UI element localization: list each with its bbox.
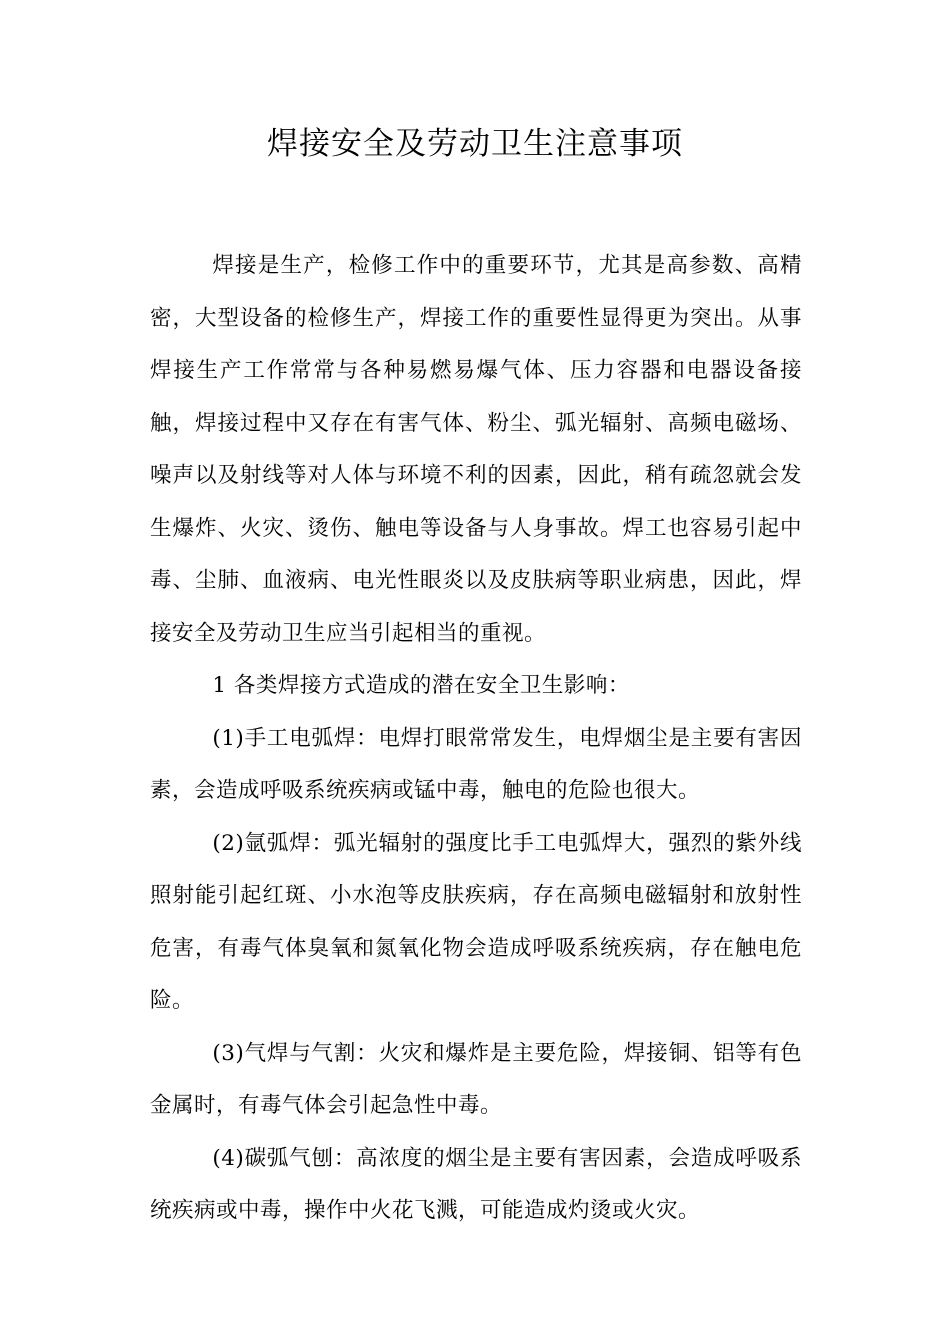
section-heading: 1 各类焊接方式造成的潜在安全卫生影响： <box>212 673 630 698</box>
list-item-manual-arc-welding: (1)手工电弧焊：电焊打眼常常发生，电焊烟尘是主要有害因素，会造成呼吸系统疾病或锰中毒，触电的危险也很大。 <box>150 725 802 803</box>
list-item-argon-arc-welding: (2)氩弧焊：弧光辐射的强度比手工电弧焊大，强烈的紫外线照射能引起红斑、小水泡等皮肤疾病，存在高频电磁辐射和放射性危害，有毒气体臭氧和氮氧化物会造成呼吸系统疾病，存在触电危险。 <box>150 830 802 1013</box>
document-body <box>150 240 802 1238</box>
intro-paragraph: 焊接是生产，检修工作中的重要环节，尤其是高参数、高精密，大型设备的检修生产，焊接工作的重要性显得更为突出。从事焊接生产工作常常与各种易燃易爆气体、压力容器和电器设备接触，焊接过程中又存在有害气体、粉尘、弧光辐射、高频电磁场、噪声以及射线等对人体与环境不利的因素，因此，稍有疏忽就会发生爆炸、火灾、烫伤、触电等设备与人身事故。焊工也容易引起中毒、尘肺、血液病、电光性眼炎以及皮肤病等职业病患，因此，焊接安全及劳动卫生应当引起相当的重视。 <box>150 253 802 646</box>
list-item-gas-welding-cutting: (3)气焊与气割：火灾和爆炸是主要危险，焊接铜、铝等有色金属时，有毒气体会引起急性中毒。 <box>150 1040 802 1118</box>
list-item-carbon-arc-gouging: (4)碳弧气刨：高浓度的烟尘是主要有害因素，会造成呼吸系统疾病或中毒，操作中火花飞溅，可能造成灼烫或火灾。 <box>150 1145 802 1223</box>
document-title: 焊接安全及劳动卫生注意事项 <box>267 126 683 162</box>
